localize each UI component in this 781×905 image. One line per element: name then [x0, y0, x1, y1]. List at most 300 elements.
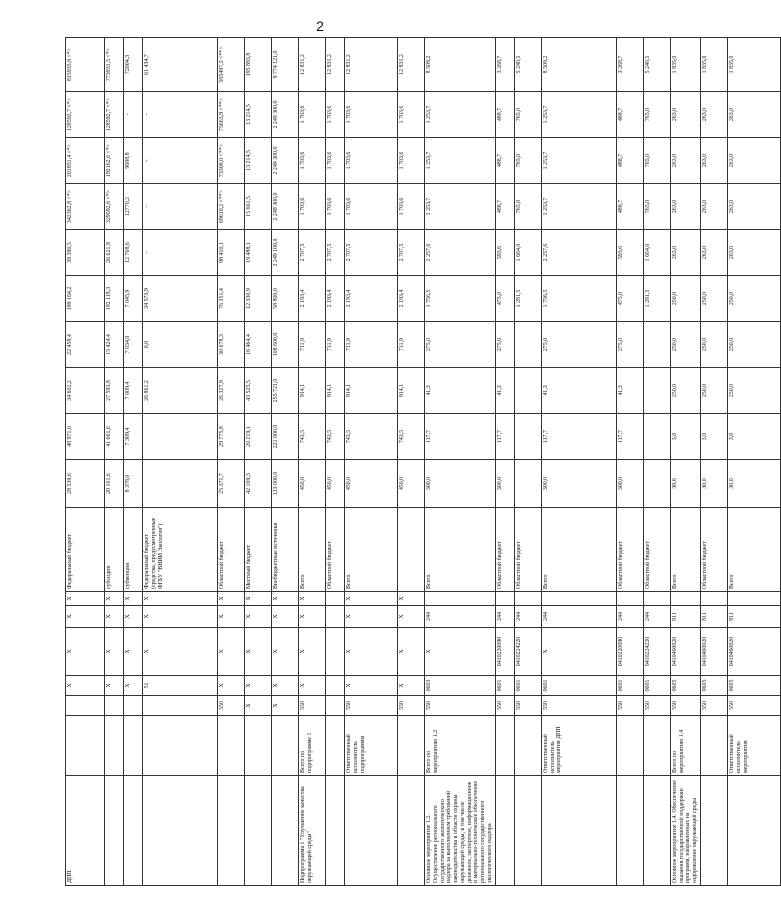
table-cell: 2 193,4	[326, 276, 345, 322]
table-cell: 0410460020	[670, 628, 700, 676]
table-cell: Х	[299, 592, 326, 606]
table-cell	[700, 592, 727, 606]
table-cell: 550	[670, 696, 700, 716]
table-row	[245, 38, 272, 886]
table-cell: 743,5	[398, 414, 425, 460]
table-cell	[616, 776, 643, 886]
table-cell	[143, 414, 218, 460]
table-row	[514, 38, 541, 886]
table-cell: 76 351,4	[218, 276, 245, 322]
table-cell: 244	[495, 606, 514, 628]
table-cell: Х	[272, 592, 299, 606]
table-cell: 711,9	[299, 322, 326, 368]
table-row	[398, 38, 425, 886]
table-cell: Ответственный исполнитель подпрограммы	[345, 716, 398, 776]
table-cell	[326, 696, 345, 716]
table-cell: 1 835,0	[727, 38, 780, 92]
table-cell: 69610,2 <**>	[218, 184, 245, 230]
table-cell: 0605	[727, 676, 780, 696]
table-cell: 0601	[541, 676, 616, 696]
table-cell: Х	[398, 606, 425, 628]
table-cell	[514, 414, 541, 460]
table-cell: 2 193,4	[299, 276, 326, 322]
table-cell: 41,3	[495, 368, 514, 414]
table-row	[143, 38, 218, 886]
table-cell: 1 703,6	[299, 184, 326, 230]
table-cell: 20 219,1	[245, 414, 272, 460]
table-cell: Х	[245, 696, 272, 716]
table-cell: Х	[245, 628, 272, 676]
table-cell	[105, 776, 124, 886]
table-cell	[326, 592, 345, 606]
table-row	[124, 38, 143, 886]
table-cell: Х	[299, 676, 326, 696]
table-cell: Х	[299, 628, 326, 676]
table-cell	[105, 716, 124, 776]
table-cell	[616, 592, 643, 606]
table-cell: 475,0	[616, 276, 643, 322]
table-cell: 263,0	[727, 230, 780, 276]
table-row	[345, 38, 398, 886]
table-cell: 2 249 300,0	[272, 184, 299, 230]
table-cell	[643, 368, 670, 414]
table-cell	[66, 696, 105, 716]
table-cell: 0410220090	[495, 628, 514, 676]
table-cell: 0410220090	[616, 628, 643, 676]
table-cell: 815935,8 <*>	[66, 38, 105, 92]
table-cell: 7 309,4	[124, 414, 143, 460]
table-cell	[326, 676, 345, 696]
table-cell: Х	[398, 676, 425, 696]
table-cell: 275,0	[425, 322, 496, 368]
table-cell: Х	[105, 628, 124, 676]
table-cell: 1 281,5	[514, 276, 541, 322]
table-cell: Х	[345, 628, 398, 676]
table-cell: 19 488,1	[245, 230, 272, 276]
table-cell	[398, 508, 425, 592]
table-cell: 914,1	[299, 368, 326, 414]
table-cell: 2 193,4	[398, 276, 425, 322]
table-cell: Х	[345, 592, 398, 606]
table-cell: Всего по мероприятию 1.2	[425, 716, 496, 776]
table-cell: 41,3	[425, 368, 496, 414]
table-cell	[643, 460, 670, 508]
table-cell: 1 756,5	[425, 276, 496, 322]
table-cell: 1 253,7	[541, 138, 616, 184]
table-cell: 26 327,9	[218, 368, 245, 414]
table-cell: 0410224220	[643, 628, 670, 676]
table-cell	[727, 592, 780, 606]
table-cell: 342362,8 <*>	[66, 184, 105, 230]
table-cell: 0601	[643, 676, 670, 696]
table-cell: Х	[105, 676, 124, 696]
table-cell: 3 268,7	[616, 38, 643, 92]
table-cell: 765,0	[643, 184, 670, 230]
table-cell: 765,0	[514, 92, 541, 138]
table-cell	[124, 716, 143, 776]
table-cell: 811	[670, 606, 700, 628]
table-cell	[727, 776, 780, 886]
table-cell: 29 775,8	[218, 414, 245, 460]
table-cell	[541, 776, 616, 886]
table-cell: 128592,7 <*>	[105, 92, 124, 138]
table-cell: 450,0	[326, 460, 345, 508]
table-cell: 41,3	[541, 368, 616, 414]
table-cell: 250,0	[700, 276, 727, 322]
table-cell: 300,0	[616, 460, 643, 508]
table-cell: Х	[218, 676, 245, 696]
table-cell	[643, 592, 670, 606]
table-cell: 30,0	[670, 460, 700, 508]
table-row	[105, 38, 124, 886]
table-cell: 43 525,5	[245, 368, 272, 414]
table-cell: 743,5	[345, 414, 398, 460]
table-cell: 192162,6 <*>	[105, 138, 124, 184]
table-cell	[541, 592, 616, 606]
table-cell: 41 661,6	[105, 414, 124, 460]
table-cell: 117,7	[425, 414, 496, 460]
table-row	[66, 38, 105, 886]
table-cell: 244	[541, 606, 616, 628]
table-cell: Х	[143, 628, 218, 676]
table-row	[425, 38, 496, 886]
table-cell: Х	[218, 606, 245, 628]
table-cell: 0605	[670, 676, 700, 696]
table-cell	[643, 414, 670, 460]
table-cell: 2 257,6	[425, 230, 496, 276]
table-cell: Х	[124, 676, 143, 696]
table-cell: 9688,8	[124, 138, 143, 184]
table-cell: Областной бюджет	[218, 508, 245, 592]
table-cell: 8 378,0	[124, 460, 143, 508]
table-cell	[514, 776, 541, 886]
table-cell: 34 602,2	[66, 368, 105, 414]
table-row	[495, 38, 514, 886]
table-cell: 0410224220	[514, 628, 541, 676]
table-cell	[66, 716, 105, 776]
table-cell: 244	[514, 606, 541, 628]
table-cell: 550	[218, 696, 245, 716]
table-cell: 9 774 121,0	[272, 38, 299, 92]
table-cell	[326, 606, 345, 628]
table-cell	[326, 776, 345, 886]
table-cell	[218, 716, 245, 776]
table-cell: 1 253,7	[541, 184, 616, 230]
table-cell: Х	[272, 676, 299, 696]
table-cell: 1 835,0	[700, 38, 727, 92]
table-cell: 488,7	[616, 184, 643, 230]
table-cell: 743,5	[299, 414, 326, 460]
table-cell: 12 768,6	[124, 230, 143, 276]
table-cell: 263,0	[670, 138, 700, 184]
table-cell	[514, 592, 541, 606]
table-cell: 711,9	[326, 322, 345, 368]
table-cell: 221 000,0	[272, 414, 299, 460]
table-cell: 12 831,2	[326, 38, 345, 92]
table-cell: 1 703,6	[398, 184, 425, 230]
table-cell: 133 000,0	[272, 460, 299, 508]
table-cell: 117,7	[541, 414, 616, 460]
table-cell: Х	[398, 628, 425, 676]
budget-table-sheet	[65, 38, 749, 886]
table-cell	[326, 716, 345, 776]
table-cell: 505497,3 <**>	[218, 38, 245, 92]
table-cell: 1 253,7	[541, 92, 616, 138]
table-cell: 98 410,1	[218, 230, 245, 276]
table-cell	[143, 460, 218, 508]
table-cell: 1 281,5	[643, 276, 670, 322]
table-row	[727, 38, 780, 886]
table-row	[670, 38, 700, 886]
table-cell: 2 707,5	[398, 230, 425, 276]
table-cell: Х	[425, 628, 496, 676]
table-cell: 2 249 100,0	[272, 230, 299, 276]
table-cell: -	[143, 92, 218, 138]
table-cell	[700, 776, 727, 886]
table-cell: 263,0	[670, 184, 700, 230]
table-cell: Х	[345, 606, 398, 628]
table-cell: Всего	[425, 508, 496, 592]
table-cell	[272, 716, 299, 776]
table-cell: 811	[700, 606, 727, 628]
table-cell: 263,0	[670, 92, 700, 138]
table-cell: Областной бюджет	[700, 508, 727, 592]
table-cell: 811	[727, 606, 780, 628]
table-row	[326, 38, 345, 886]
table-cell: 275,0	[616, 322, 643, 368]
table-cell: Х	[272, 606, 299, 628]
table-cell	[514, 716, 541, 776]
table-cell: 0601	[495, 676, 514, 696]
table-cell: Всего	[541, 508, 616, 592]
table-cell: Областной бюджет	[643, 508, 670, 592]
table-cell	[643, 716, 670, 776]
table-cell: 192 118,3	[105, 276, 124, 322]
table-cell: 2 249 300,0	[272, 92, 299, 138]
table-cell: 3,0	[670, 414, 700, 460]
table-cell: 488,7	[616, 92, 643, 138]
table-row	[541, 38, 616, 886]
table-cell: 13 214,5	[245, 92, 272, 138]
table-cell	[514, 322, 541, 368]
table-cell: 3 268,7	[495, 38, 514, 92]
table-cell: 1 253,7	[425, 184, 496, 230]
budget-table	[65, 37, 781, 886]
table-cell: 30,0	[727, 460, 780, 508]
table-cell: Всего по мероприятию 1.4	[670, 716, 700, 776]
table-cell: 8 509,2	[425, 38, 496, 92]
table-cell: 250,0	[727, 368, 780, 414]
table-cell: Х	[66, 628, 105, 676]
table-cell	[326, 628, 345, 676]
table-cell: 550	[643, 696, 670, 716]
table-cell: 5 240,5	[514, 38, 541, 92]
table-cell: 550	[495, 696, 514, 716]
table-cell: Х	[245, 676, 272, 696]
table-cell: 108 600,0	[272, 322, 299, 368]
table-cell: 244	[643, 606, 670, 628]
table-cell: Ответственный исполнитель мероприятия ДПП	[541, 716, 616, 776]
table-cell: 58 800,0	[272, 276, 299, 322]
table-cell: 250,0	[670, 368, 700, 414]
table-cell: Х	[124, 628, 143, 676]
table-cell: 2 707,5	[326, 230, 345, 276]
table-cell: 72004,3	[124, 38, 143, 92]
table-cell: 250,0	[700, 368, 727, 414]
table-row	[700, 38, 727, 886]
table-cell	[218, 776, 245, 886]
table-cell: Внебюджетные источники	[272, 508, 299, 592]
table-cell: Основное мероприятие 1.4. Обеспечение оказания государственной поддержки программ, направленных на оздоровление окружающей среды	[670, 776, 700, 886]
table-cell: Х	[245, 606, 272, 628]
table-cell: -	[143, 184, 218, 230]
table-cell	[514, 368, 541, 414]
table-cell: 593,6	[616, 230, 643, 276]
table-cell: 2 249 300,0	[272, 138, 299, 184]
table-cell: Всего	[727, 508, 780, 592]
table-cell: 2 707,5	[299, 230, 326, 276]
table-cell: 26 861,2	[143, 368, 218, 414]
table-cell: 488,7	[495, 138, 514, 184]
table-cell: Всего	[345, 508, 398, 592]
table-cell: 550	[541, 696, 616, 716]
table-cell	[398, 716, 425, 776]
table-cell: 0601	[514, 676, 541, 696]
table-cell: 12 330,9	[245, 276, 272, 322]
table-cell: 1 703,6	[326, 184, 345, 230]
table-cell	[345, 776, 398, 886]
table-cell: 20 161,6	[105, 460, 124, 508]
table-cell: Всего по подпрограмме 1	[299, 716, 326, 776]
table-cell: 450,0	[398, 460, 425, 508]
table-cell: 300,0	[425, 460, 496, 508]
table-cell: 128592,7 <*>	[66, 92, 105, 138]
table-cell: 117,7	[616, 414, 643, 460]
table-cell: 244	[425, 606, 496, 628]
table-cell: Х	[143, 606, 218, 628]
table-cell: 475,0	[495, 276, 514, 322]
table-cell: 550	[345, 696, 398, 716]
table-row	[299, 38, 326, 886]
table-cell	[425, 592, 496, 606]
table-cell: Х	[66, 606, 105, 628]
table-cell: 550	[425, 696, 496, 716]
table-cell: 0603	[425, 676, 496, 696]
table-cell: 22 458,4	[66, 322, 105, 368]
table-cell: Х	[245, 592, 272, 606]
table-cell: 550	[299, 696, 326, 716]
table-cell: 1 253,7	[425, 138, 496, 184]
table-cell: 593,6	[495, 230, 514, 276]
table-cell: 16 464,4	[245, 322, 272, 368]
table-cell: 41,3	[616, 368, 643, 414]
table-cell	[245, 716, 272, 776]
table-cell: 7 045,9	[124, 276, 143, 322]
table-cell: 28 539,6	[66, 460, 105, 508]
table-cell: 2 707,5	[345, 230, 398, 276]
table-cell: Х	[345, 676, 398, 696]
table-cell: 12 831,2	[398, 38, 425, 92]
table-cell: 450,0	[299, 460, 326, 508]
table-cell	[143, 776, 218, 886]
table-cell: 263,0	[700, 184, 727, 230]
table-cell: 250,0	[727, 322, 780, 368]
table-cell: 30 678,3	[218, 322, 245, 368]
table-cell: Всего	[670, 508, 700, 592]
table-cell: Областной бюджет	[514, 508, 541, 592]
table-cell: 263,0	[700, 138, 727, 184]
table-cell: 550	[398, 696, 425, 716]
table-cell: 1 703,6	[299, 92, 326, 138]
table-cell: 117,7	[495, 414, 514, 460]
table-cell: Областной бюджет	[326, 508, 345, 592]
table-cell: 488,7	[616, 138, 643, 184]
table-cell: Х	[143, 592, 218, 606]
table-cell: 300,0	[495, 460, 514, 508]
table-cell: 61 434,7	[143, 38, 218, 92]
table-cell: Х	[124, 592, 143, 606]
table-cell: 199 164,2	[66, 276, 105, 322]
table-row	[272, 38, 299, 886]
table-cell: 1 703,6	[345, 92, 398, 138]
table-cell	[495, 592, 514, 606]
table-cell: 765,0	[643, 92, 670, 138]
table-cell: субсидии	[105, 508, 124, 592]
table-cell	[700, 716, 727, 776]
table-cell: 488,7	[495, 184, 514, 230]
table-cell: Х	[299, 606, 326, 628]
table-cell: Ответственный исполнитель мероприятия	[727, 716, 780, 776]
table-cell: Х	[272, 628, 299, 676]
table-cell: 329592,6 <*>	[105, 184, 124, 230]
table-cell: 1 703,6	[345, 138, 398, 184]
table-cell	[514, 460, 541, 508]
table-cell: 765,0	[514, 184, 541, 230]
table-cell: Х	[124, 606, 143, 628]
table-cell	[124, 776, 143, 886]
table-cell: Подпрограмма 1 "Улучшение качества окружающей среды"	[299, 776, 326, 886]
table-cell: 27 593,8	[105, 368, 124, 414]
table-cell	[643, 776, 670, 886]
table-cell	[124, 696, 143, 716]
table-cell	[670, 592, 700, 606]
table-cell: Х	[105, 592, 124, 606]
table-cell: Х	[66, 592, 105, 606]
table-cell: 30,0	[700, 460, 727, 508]
table-cell: 12 831,2	[345, 38, 398, 92]
table-cell	[143, 716, 218, 776]
table-cell: 263,0	[700, 230, 727, 276]
table-cell: 263,0	[727, 184, 780, 230]
table-cell: Х	[66, 676, 105, 696]
table-cell	[272, 776, 299, 886]
table-cell: 1 664,0	[643, 230, 670, 276]
table-cell: 550	[700, 696, 727, 716]
table-cell	[495, 776, 514, 886]
table-cell: 773931,5 <*>	[105, 38, 124, 92]
table-cell: 1 703,6	[326, 92, 345, 138]
table-cell: 0410460020	[700, 628, 727, 676]
table-cell: 914,1	[398, 368, 425, 414]
table-cell: 250,0	[670, 322, 700, 368]
table-cell: 7 034,0	[124, 322, 143, 368]
table-cell: 26 621,9	[105, 230, 124, 276]
table-cell: 914,1	[326, 368, 345, 414]
table-cell: 275,0	[495, 322, 514, 368]
table-cell: Х	[105, 606, 124, 628]
table-cell: 550	[616, 696, 643, 716]
table-cell: 0410460020	[727, 628, 780, 676]
